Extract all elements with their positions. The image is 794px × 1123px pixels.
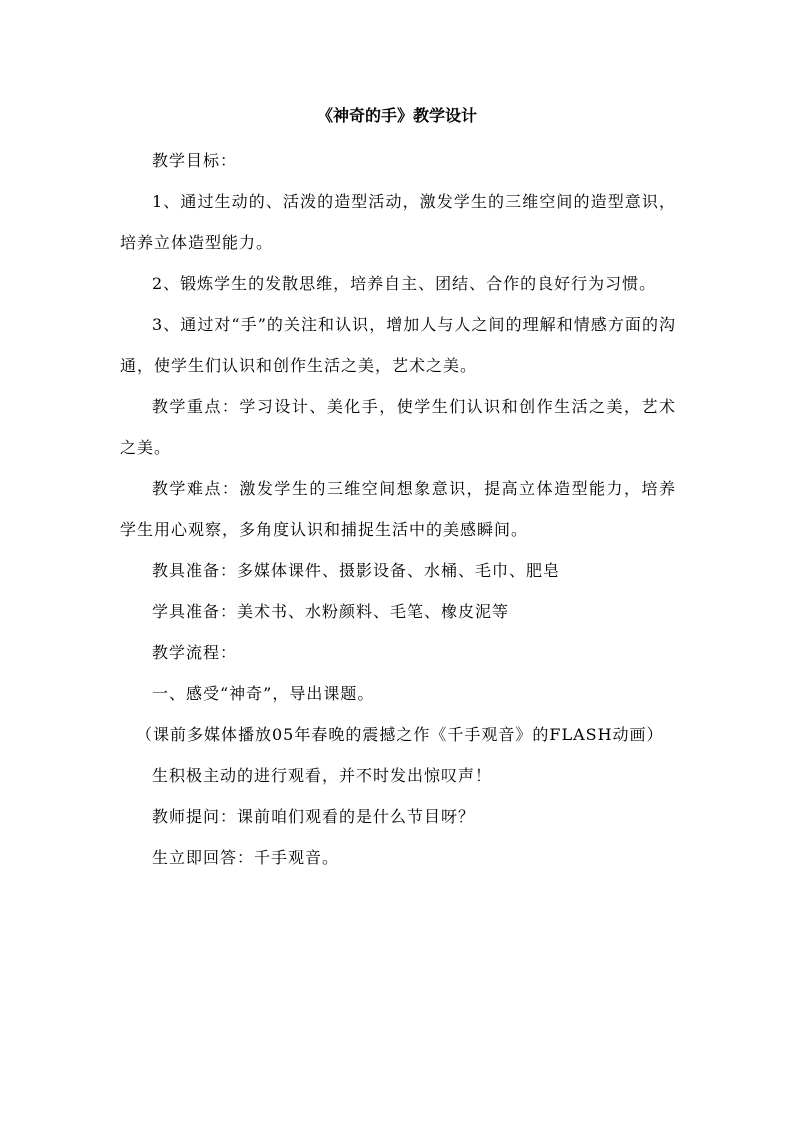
- paragraph-teaching-goals-heading: 教学目标：: [152, 151, 238, 170]
- paragraph-section-1: 一、感受“神奇”，导出课题。: [152, 684, 375, 703]
- paragraph-goal-2: 2、锻炼学生的发散思维，培养自主、团结、合作的良好行为习惯。: [152, 274, 657, 293]
- paragraph-difficulties: 教学难点：激发学生的三维空间想象意识，提高立体造型能力，培养学生用心观察，多角度认识和捕捉生活中的美感瞬间。: [120, 479, 676, 539]
- paragraph-students-watch: 生积极主动的进行观看，并不时发出惊叹声！: [152, 766, 493, 785]
- paragraph-student-materials: 学具准备：美术书、水粉颜料、毛笔、橡皮泥等: [152, 602, 510, 621]
- paragraph-goal-3: 3、通过对“手”的关注和认识，增加人与人之间的理解和情感方面的沟通，使学生们认识和创作生活之美，艺术之美。: [120, 315, 676, 375]
- paragraph-pre-class-note: （课前多媒体播放05年春晚的震撼之作《千手观音》的FLASH动画）: [136, 725, 664, 744]
- paragraph-process-heading: 教学流程：: [152, 643, 238, 662]
- document-body: [120, 140, 676, 878]
- paragraph-teacher-question: 教师提问：课前咱们观看的是什么节目呀？: [152, 807, 476, 826]
- paragraph-goal-1: 1、通过生动的、活泼的造型活动，激发学生的三维空间的造型意识，培养立体造型能力。: [120, 192, 676, 252]
- paragraph-student-answer: 生立即回答：千手观音。: [152, 848, 340, 867]
- document-title: 《神奇的手》教学设计: [316, 106, 477, 125]
- paragraph-teaching-materials: 教具准备：多媒体课件、摄影设备、水桶、毛巾、肥皂: [152, 561, 561, 580]
- paragraph-key-points: 教学重点：学习设计、美化手，使学生们认识和创作生活之美，艺术之美。: [120, 397, 676, 457]
